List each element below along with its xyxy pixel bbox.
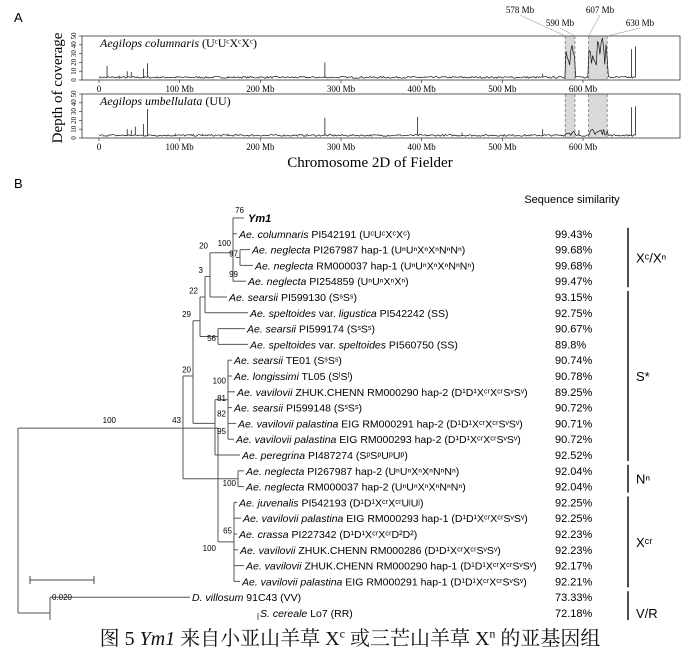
taxon-species: Ae. searsii xyxy=(234,355,284,368)
panel-label-a: A xyxy=(14,10,23,25)
taxon-accession: RM000037 hap-2 xyxy=(304,481,392,494)
phylogenetic-tree xyxy=(18,218,258,620)
similarity-value: 92.04% xyxy=(555,465,593,478)
taxon-species: Ae. neglecta xyxy=(248,276,307,289)
taxon-accession: PI599130 xyxy=(278,292,329,304)
bootstrap-value: 76 xyxy=(235,206,244,215)
taxon-accession: EIG RM000293 hap-2 xyxy=(336,434,445,447)
taxon-accession: PI560750 xyxy=(386,339,437,352)
taxon-accession: (D¹D¹XᶜʳXᶜʳUʲUʲ) xyxy=(349,497,424,510)
taxon-species: Ae. searsii xyxy=(247,323,297,336)
x-tick-label: 0 xyxy=(96,84,102,94)
x-tick-label: 500 Mb xyxy=(488,84,517,94)
taxon-accession: (SˢSˢ) xyxy=(313,355,342,368)
bootstrap-value: 20 xyxy=(182,365,191,375)
taxon-accession: PI487274 xyxy=(305,450,356,462)
taxon-label xyxy=(233,371,353,383)
caption-gene: Ym1 xyxy=(139,628,176,650)
coverage-plot-columnaris xyxy=(70,32,680,94)
taxon-accession: (D¹D¹XᶜʳXᶜʳSᵛSᵛ) xyxy=(450,576,527,589)
taxon-species: Ae. searsii xyxy=(229,292,279,304)
y-tick-label: 40 xyxy=(70,41,78,49)
taxon-accession: ZHUK.CHENN RM000286 xyxy=(295,544,425,557)
bootstrap-value: 20 xyxy=(199,241,208,251)
similarity-value: 90.67% xyxy=(555,323,593,336)
taxon-accession: (VV) xyxy=(280,592,302,605)
scale-bar xyxy=(30,576,94,602)
taxon-species: Ae. vavilovii palastina xyxy=(236,434,337,447)
species-genome: (UU) xyxy=(205,94,231,108)
x-axis-label: Chromosome 2D of Fielder xyxy=(287,155,453,171)
taxon-species: Ae. vavilovii xyxy=(240,544,296,557)
y-tick-label: 0 xyxy=(70,136,78,140)
taxon-accession: (UⁿUⁿXⁿXⁿNⁿNⁿ) xyxy=(400,260,475,273)
similarity-value: 99.43% xyxy=(555,228,593,241)
similarity-value: 92.23% xyxy=(555,544,593,557)
region-label: 578 Mb xyxy=(505,5,535,15)
taxon-accession: EIG RM000291 hap-1 xyxy=(342,576,451,589)
bootstrap-value: 100 xyxy=(217,239,231,249)
similarity-value: 92.25% xyxy=(555,497,593,510)
y-tick-label: 20 xyxy=(70,116,78,124)
region-label-leader xyxy=(589,15,600,36)
species-name: Aegilops columnaris xyxy=(100,36,202,50)
taxon-accession: var. xyxy=(315,307,339,320)
bootstrap-value: 81 xyxy=(217,393,226,403)
y-axis-label: Depth of coverage xyxy=(50,32,66,144)
scale-bar-label: 0.020 xyxy=(51,593,73,602)
similarity-value: 73.33% xyxy=(555,592,593,605)
taxon-accession: TE01 xyxy=(283,355,314,368)
taxon-accession: PI267987 hap-1 xyxy=(310,244,391,257)
figure-caption xyxy=(0,622,700,651)
taxon-accession: (SˢSˢ) xyxy=(328,292,357,304)
taxon-label xyxy=(249,339,458,351)
taxon-species: Ae. vavilovii xyxy=(246,560,302,573)
region-label-leader xyxy=(607,28,640,36)
similarity-value: 90.74% xyxy=(555,355,593,368)
species-label xyxy=(99,36,257,50)
taxon-accession: (D¹D¹XᶜʳXᶜʳSᵛSᵛ) xyxy=(451,386,528,399)
taxon-accession: PI267987 hap-2 xyxy=(304,465,385,478)
taxon-accession: (SˢSˢ) xyxy=(346,323,375,336)
taxon-label xyxy=(238,497,423,509)
taxon-species: Ae. neglecta xyxy=(246,481,305,494)
species-name: Aegilops umbellulata xyxy=(100,94,206,108)
bootstrap-value: 97 xyxy=(229,249,238,259)
taxon-species: Ae. columnaris xyxy=(239,228,309,241)
query-label: Ym1 xyxy=(248,213,272,225)
group-brackets xyxy=(628,228,667,620)
sequence-similarity-header: Sequence similarity xyxy=(524,194,620,206)
taxon-species: Ae. speltoides xyxy=(250,307,316,320)
taxon-accession: ZHUK.CHENN RM000290 hap-1 xyxy=(301,560,461,573)
x-tick-label: 400 Mb xyxy=(407,142,436,152)
coverage-plot-umbellulata xyxy=(70,90,680,152)
taxon-accession: (UᶜUᶜXᶜXᶜ) xyxy=(359,228,411,241)
taxon-accession: (UⁿUⁿXⁿXⁿNⁿNⁿ) xyxy=(390,244,466,257)
taxon-accession: TL05 xyxy=(298,371,329,383)
taxon-label xyxy=(237,418,523,430)
coverage-line xyxy=(99,129,635,136)
bootstrap-value: 22 xyxy=(189,286,198,296)
bootstrap-value: 56 xyxy=(207,333,216,343)
bootstrap-value: 43 xyxy=(172,415,181,425)
taxon-accession: (D¹D¹XᶜʳXᶜʳSᵛSᵛ) xyxy=(451,513,528,526)
taxon-label xyxy=(228,292,357,304)
taxon-species: Ae. vavilovii palastina xyxy=(242,576,343,589)
taxon-accession: (SS) xyxy=(427,307,449,320)
taxon-accession: 91C43 xyxy=(243,592,281,605)
taxon-accession: EIG RM000291 hap-2 xyxy=(338,418,447,431)
similarity-value: 92.23% xyxy=(555,529,593,541)
caption-prefix: 图 5 xyxy=(99,628,140,650)
taxon-accession: (UⁿUⁿXⁿXⁿNⁿNⁿ) xyxy=(384,465,460,478)
taxon-accession: EIG RM000293 hap-1 xyxy=(343,513,452,526)
region-label: 607 Mb xyxy=(585,5,615,15)
taxon-label xyxy=(246,324,375,336)
taxon-accession: RM000037 hap-1 xyxy=(313,260,401,273)
group-label: V/R xyxy=(636,606,658,620)
x-tick-label: 0 xyxy=(96,142,102,152)
similarity-value: 92.25% xyxy=(555,513,593,526)
similarity-value: 93.15% xyxy=(555,292,593,304)
taxon-accession: (SˡSˡ) xyxy=(328,371,353,383)
taxon-label xyxy=(235,434,521,446)
taxon-label xyxy=(241,450,408,462)
y-tick-label: 40 xyxy=(70,99,78,107)
taxon-accession: PI254859 xyxy=(306,276,358,289)
taxon-label xyxy=(251,245,465,257)
similarity-value: 92.52% xyxy=(555,450,593,462)
taxon-label xyxy=(242,513,528,525)
taxon-accession: (D¹D¹XᶜʳXᶜʳSᵛSᵛ) xyxy=(424,544,501,557)
taxon-label xyxy=(241,576,527,588)
region-labels xyxy=(506,5,655,36)
taxon-accession: (UⁿUⁿXⁿXⁿ) xyxy=(357,276,409,289)
taxon-species: Ae. neglecta xyxy=(255,260,314,273)
taxon-species: Ae. vavilovii xyxy=(237,386,293,399)
taxon-species: Ae. juvenalis xyxy=(239,497,299,510)
y-tick-label: 10 xyxy=(70,67,78,75)
caption-sup1: c xyxy=(339,626,345,641)
taxon-accession: PI542242 xyxy=(376,307,428,320)
x-tick-label: 100 Mb xyxy=(165,142,194,152)
bootstrap-value: 82 xyxy=(217,409,226,419)
bootstrap-value: 100 xyxy=(222,479,236,489)
y-tick-label: 30 xyxy=(70,50,78,58)
taxon-accession: (SˢSˢ) xyxy=(333,402,362,415)
taxon-label xyxy=(238,229,410,241)
taxon-accession: (UⁿUⁿXⁿXⁿNⁿNⁿ) xyxy=(391,481,466,494)
taxon-label xyxy=(254,260,475,272)
taxon-accession: (SᵖSᵖUᵖUᵖ) xyxy=(355,450,408,462)
group-label: S* xyxy=(636,369,650,384)
taxon-species: Ae. neglecta xyxy=(246,465,305,478)
group-label: Xᶜʳ xyxy=(636,534,653,550)
region-label: 590 Mb xyxy=(545,18,575,28)
caption-part3: 的亚基因组 xyxy=(495,628,601,650)
x-tick-label: 300 Mb xyxy=(326,84,356,94)
taxon-accession: (RR) xyxy=(330,608,353,620)
taxon-label xyxy=(245,482,466,494)
taxon-species: Ae. crassa xyxy=(239,529,289,541)
taxon-label xyxy=(233,355,342,367)
taxon-label xyxy=(247,276,409,288)
caption-part1: 来自小亚山羊草 X xyxy=(175,628,340,650)
taxon-species: S. cereale xyxy=(260,608,308,620)
taxon-accession: var. xyxy=(315,339,339,352)
similarity-value: 92.75% xyxy=(555,307,593,320)
taxon-species: Ae. vavilovii palastina xyxy=(243,513,344,526)
caption-part2: 或三芒山羊草 X xyxy=(344,628,490,650)
taxon-label xyxy=(238,529,417,541)
taxon-accession: (D¹D¹XᶜʳXᶜʳSᵛSᵛ) xyxy=(446,418,523,431)
x-tick-label: 400 Mb xyxy=(407,84,436,94)
bootstrap-value: 29 xyxy=(182,310,191,320)
taxa-labels xyxy=(192,213,537,620)
similarity-value: 90.72% xyxy=(555,434,593,447)
taxon-species: ligustica xyxy=(338,307,377,320)
x-tick-label: 300 Mb xyxy=(326,142,356,152)
species-label xyxy=(99,94,231,108)
region-label: 630 Mb xyxy=(625,18,655,28)
y-tick-label: 10 xyxy=(70,125,78,133)
taxon-accession: PI227342 xyxy=(288,529,340,541)
x-tick-label: 200 Mb xyxy=(246,84,275,94)
taxon-label xyxy=(192,592,301,604)
similarity-value: 99.68% xyxy=(555,260,593,273)
similarity-column xyxy=(555,229,593,620)
taxon-label xyxy=(245,466,459,478)
taxon-species: Ae. vavilovii palastina xyxy=(238,418,339,431)
similarity-value: 92.04% xyxy=(555,481,593,494)
similarity-value: 90.72% xyxy=(555,402,593,415)
similarity-value: 99.68% xyxy=(555,244,593,257)
y-tick-label: 50 xyxy=(70,32,78,40)
similarity-value: 99.47% xyxy=(555,276,593,289)
x-tick-label: 600 Mb xyxy=(568,142,598,152)
bootstrap-value: 100 xyxy=(212,376,226,386)
y-tick-label: 50 xyxy=(70,90,78,98)
bootstrap-value: 100 xyxy=(102,415,116,425)
taxon-accession: (D¹D¹XᶜʳXᶜʳSᵛSᵛ) xyxy=(444,434,521,447)
taxon-accession: (SS) xyxy=(436,339,458,352)
similarity-value: 89.25% xyxy=(555,386,593,399)
taxon-species: speltoides xyxy=(338,339,387,352)
taxon-accession: PI542193 xyxy=(298,497,350,510)
bootstrap-value: 95 xyxy=(217,427,226,437)
species-genome: (UᶜUᶜXᶜXᶜ) xyxy=(202,36,257,50)
taxon-species: Ae. searsii xyxy=(234,402,284,415)
bootstrap-value: 65 xyxy=(223,526,232,536)
y-tick-label: 0 xyxy=(70,78,78,82)
taxon-species: D. villosum xyxy=(192,592,244,605)
taxon-label xyxy=(239,545,501,557)
y-tick-label: 30 xyxy=(70,108,78,116)
bootstrap-value: 100 xyxy=(202,543,216,553)
taxon-accession: PI542191 xyxy=(308,228,360,241)
group-label: Nⁿ xyxy=(636,471,651,487)
taxon-label xyxy=(260,608,353,620)
x-tick-label: 100 Mb xyxy=(165,84,194,94)
similarity-value: 72.18% xyxy=(555,608,593,620)
taxon-label xyxy=(249,308,448,320)
taxon-accession: (D¹D¹XᶜʳXᶜʳSᵛSᵛ) xyxy=(460,560,537,573)
similarity-value: 90.71% xyxy=(555,418,593,431)
similarity-value: 92.17% xyxy=(555,560,593,573)
y-tick-label: 20 xyxy=(70,58,78,66)
taxon-species: Ae. neglecta xyxy=(252,244,311,257)
similarity-value: 92.21% xyxy=(555,576,593,589)
panel-label-b: B xyxy=(14,176,23,191)
taxon-accession: ZHUK.CHENN RM000290 hap-2 xyxy=(292,386,452,399)
taxon-accession: PI599174 xyxy=(296,323,347,336)
taxon-accession: Lo7 xyxy=(307,608,331,620)
taxon-species: Ae. speltoides xyxy=(250,339,316,352)
taxon-accession: (D¹D¹XᶜʳXᶜʳD²D²) xyxy=(339,529,418,541)
bootstrap-value: 99 xyxy=(229,269,238,279)
taxon-species: Ae. longissimi xyxy=(234,371,299,383)
x-tick-label: 200 Mb xyxy=(246,142,275,152)
bootstrap-value: 3 xyxy=(198,265,203,275)
similarity-value: 89.8% xyxy=(555,339,587,352)
group-label: Xᶜ/Xⁿ xyxy=(636,250,667,266)
x-tick-label: 500 Mb xyxy=(488,142,517,152)
similarity-value: 90.78% xyxy=(555,371,593,383)
taxon-label xyxy=(245,561,537,573)
taxon-label xyxy=(236,387,528,399)
taxon-label xyxy=(233,403,362,415)
x-tick-label: 600 Mb xyxy=(568,84,598,94)
taxon-accession: PI599148 xyxy=(283,402,334,415)
caption-sup2: n xyxy=(489,626,496,641)
taxon-species: Ae. peregrina xyxy=(242,450,306,462)
